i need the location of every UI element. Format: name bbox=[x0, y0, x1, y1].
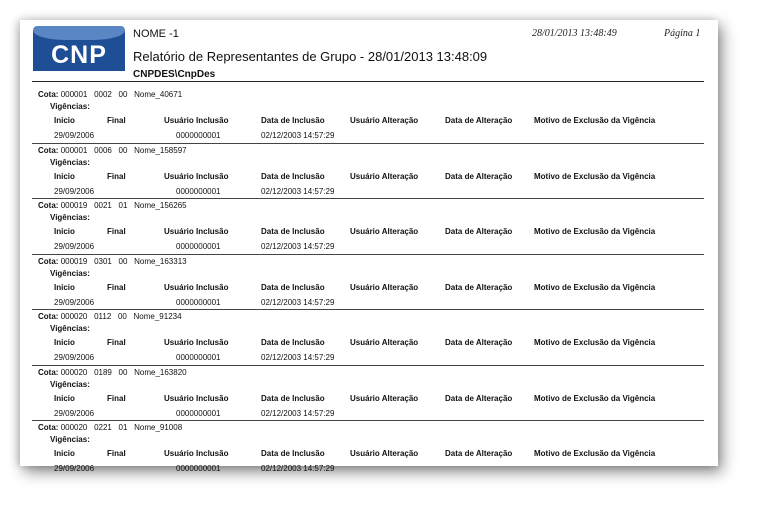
col-final: Final bbox=[107, 171, 126, 181]
inicio-value: 29/09/2006 bbox=[54, 464, 95, 473]
col-usuario-alteracao: Usuário Alteração bbox=[350, 116, 419, 125]
seq-value: 01 bbox=[118, 423, 128, 432]
inicio-value: 29/09/2006 bbox=[54, 242, 95, 251]
print-datetime: 28/01/2013 13:48:49 bbox=[532, 28, 617, 39]
report-path: CNPDES\CnpDes bbox=[133, 69, 216, 80]
data-inclusao-value: 02/12/2003 14:57:29 bbox=[261, 464, 335, 473]
col-data-alteracao: Data de Alteração bbox=[445, 171, 513, 181]
seq-value: 00 bbox=[118, 90, 128, 99]
vigencias-label: Vigências: bbox=[50, 268, 90, 278]
cota-line bbox=[38, 257, 187, 266]
usuario-inclusao-value: 0000000001 bbox=[176, 408, 221, 418]
cota-label: Cota: bbox=[38, 423, 59, 432]
data-inclusao-value: 02/12/2003 14:57:29 bbox=[261, 186, 335, 196]
col-usuario-inclusao: Usuário Inclusão bbox=[164, 171, 229, 181]
logo-text: CNP bbox=[51, 41, 107, 69]
col-usuario-inclusao: Usuário Inclusão bbox=[164, 227, 229, 236]
col-usuario-alteracao: Usuário Alteração bbox=[350, 171, 419, 181]
col-data-inclusao: Data de Inclusão bbox=[261, 282, 325, 292]
cota-value: 0002 bbox=[94, 90, 112, 99]
vigencias-label: Vigências: bbox=[50, 157, 90, 167]
col-inicio: Inicio bbox=[54, 116, 75, 125]
col-usuario-inclusao: Usuário Inclusão bbox=[164, 449, 229, 458]
record-block bbox=[32, 199, 704, 255]
grupo-value: 000020 bbox=[60, 367, 88, 377]
grupo-value: 000020 bbox=[60, 423, 88, 432]
nome-value: Nome_40671 bbox=[134, 90, 183, 99]
seq-value: 00 bbox=[117, 312, 127, 321]
col-usuario-alteracao: Usuário Alteração bbox=[350, 449, 419, 458]
col-data-inclusao: Data de Inclusão bbox=[261, 449, 325, 458]
grupo-value: 000019 bbox=[60, 201, 88, 210]
record-block bbox=[32, 255, 704, 311]
col-data-inclusao: Data de Inclusão bbox=[261, 227, 325, 236]
cota-label: Cota: bbox=[38, 90, 59, 99]
report-page bbox=[20, 20, 718, 473]
col-usuario-alteracao: Usuário Alteração bbox=[350, 282, 419, 292]
col-data-inclusao: Data de Inclusão bbox=[261, 338, 325, 347]
data-inclusao-value: 02/12/2003 14:57:29 bbox=[261, 353, 335, 362]
col-data-alteracao: Data de Alteração bbox=[445, 282, 513, 292]
col-motivo-exclusao: Motivo de Exclusão da Vigência bbox=[534, 393, 656, 403]
inicio-value: 29/09/2006 bbox=[54, 131, 95, 140]
cota-value: 0221 bbox=[94, 423, 112, 432]
seq-value: 00 bbox=[118, 145, 128, 155]
col-inicio: Inicio bbox=[54, 449, 75, 458]
col-motivo-exclusao: Motivo de Exclusão da Vigência bbox=[534, 449, 656, 458]
data-inclusao-value: 02/12/2003 14:57:29 bbox=[261, 297, 335, 307]
cota-value: 0301 bbox=[94, 256, 112, 266]
vigencias-label: Vigências: bbox=[50, 102, 90, 111]
col-inicio: Inicio bbox=[54, 171, 75, 181]
col-usuario-alteracao: Usuário Alteração bbox=[350, 338, 419, 347]
col-final: Final bbox=[107, 338, 126, 347]
cota-label: Cota: bbox=[38, 201, 59, 210]
col-inicio: Inicio bbox=[54, 282, 75, 292]
col-final: Final bbox=[107, 393, 126, 403]
cnp-logo bbox=[33, 26, 125, 71]
col-data-alteracao: Data de Alteração bbox=[445, 227, 513, 236]
cota-label: Cota: bbox=[38, 256, 59, 266]
inicio-value: 29/09/2006 bbox=[54, 297, 95, 307]
record-block bbox=[32, 310, 704, 366]
nome-value: Nome_91008 bbox=[134, 423, 183, 432]
col-inicio: Inicio bbox=[54, 227, 75, 236]
logo-swoosh-icon bbox=[33, 26, 125, 40]
col-data-alteracao: Data de Alteração bbox=[445, 338, 513, 347]
nome-value: Nome_163820 bbox=[134, 367, 187, 377]
data-inclusao-value: 02/12/2003 14:57:29 bbox=[261, 242, 335, 251]
col-final: Final bbox=[107, 282, 126, 292]
page-number: Página 1 bbox=[664, 28, 701, 39]
cota-value: 0006 bbox=[94, 145, 112, 155]
nome-value: Nome_158597 bbox=[134, 145, 187, 155]
record-block bbox=[32, 88, 704, 144]
nome-value: Nome_91234 bbox=[133, 312, 182, 321]
col-final: Final bbox=[107, 227, 126, 236]
cota-line bbox=[38, 90, 182, 99]
col-inicio: Inicio bbox=[54, 338, 75, 347]
nome-value: Nome_163313 bbox=[134, 256, 187, 266]
col-data-inclusao: Data de Inclusão bbox=[261, 116, 325, 125]
seq-value: 00 bbox=[118, 256, 128, 266]
cota-line bbox=[38, 312, 182, 321]
report-name: NOME -1 bbox=[133, 28, 179, 40]
vigencias-label: Vigências: bbox=[50, 213, 90, 222]
seq-value: 01 bbox=[118, 201, 128, 210]
record-block bbox=[32, 144, 704, 200]
col-motivo-exclusao: Motivo de Exclusão da Vigência bbox=[534, 116, 656, 125]
usuario-inclusao-value: 0000000001 bbox=[176, 242, 221, 251]
col-usuario-inclusao: Usuário Inclusão bbox=[164, 282, 229, 292]
col-usuario-inclusao: Usuário Inclusão bbox=[164, 116, 229, 125]
usuario-inclusao-value: 0000000001 bbox=[176, 464, 221, 473]
col-final: Final bbox=[107, 449, 126, 458]
cota-label: Cota: bbox=[38, 145, 59, 155]
grupo-value: 000001 bbox=[60, 90, 88, 99]
col-motivo-exclusao: Motivo de Exclusão da Vigência bbox=[534, 338, 656, 347]
col-inicio: Inicio bbox=[54, 393, 75, 403]
col-data-alteracao: Data de Alteração bbox=[445, 449, 513, 458]
inicio-value: 29/09/2006 bbox=[54, 408, 95, 418]
seq-value: 00 bbox=[118, 367, 128, 377]
col-usuario-alteracao: Usuário Alteração bbox=[350, 393, 419, 403]
grupo-value: 000019 bbox=[60, 256, 88, 266]
vigencias-label: Vigências: bbox=[50, 324, 90, 333]
col-usuario-inclusao: Usuário Inclusão bbox=[164, 338, 229, 347]
col-motivo-exclusao: Motivo de Exclusão da Vigência bbox=[534, 282, 656, 292]
cota-value: 0112 bbox=[94, 312, 112, 321]
cota-value: 0189 bbox=[94, 367, 112, 377]
cota-line bbox=[38, 201, 187, 210]
col-motivo-exclusao: Motivo de Exclusão da Vigência bbox=[534, 171, 656, 181]
vigencias-label: Vigências: bbox=[50, 435, 90, 444]
col-data-alteracao: Data de Alteração bbox=[445, 393, 513, 403]
cota-line bbox=[38, 146, 187, 155]
grupo-value: 000001 bbox=[60, 145, 88, 155]
usuario-inclusao-value: 0000000001 bbox=[176, 131, 221, 140]
col-data-alteracao: Data de Alteração bbox=[445, 116, 513, 125]
col-motivo-exclusao: Motivo de Exclusão da Vigência bbox=[534, 227, 656, 236]
cota-label: Cota: bbox=[38, 367, 59, 377]
cota-value: 0021 bbox=[94, 201, 112, 210]
record-block bbox=[32, 421, 704, 476]
usuario-inclusao-value: 0000000001 bbox=[176, 186, 221, 196]
col-final: Final bbox=[107, 116, 126, 125]
inicio-value: 29/09/2006 bbox=[54, 186, 95, 196]
data-inclusao-value: 02/12/2003 14:57:29 bbox=[261, 131, 335, 140]
col-data-inclusao: Data de Inclusão bbox=[261, 171, 325, 181]
cota-label: Cota: bbox=[38, 312, 59, 321]
report-title: Relatório de Representantes de Grupo - 28/01/2013 13:48:09 bbox=[133, 49, 488, 64]
header-divider bbox=[32, 81, 704, 82]
records-list bbox=[20, 88, 718, 476]
grupo-value: 000020 bbox=[60, 312, 88, 321]
cota-line bbox=[38, 368, 187, 377]
data-inclusao-value: 02/12/2003 14:57:29 bbox=[261, 408, 335, 418]
cota-line bbox=[38, 423, 182, 432]
vigencias-label: Vigências: bbox=[50, 379, 90, 389]
usuario-inclusao-value: 0000000001 bbox=[176, 297, 221, 307]
record-block bbox=[32, 366, 704, 422]
nome-value: Nome_156265 bbox=[134, 201, 187, 210]
inicio-value: 29/09/2006 bbox=[54, 353, 95, 362]
col-data-inclusao: Data de Inclusão bbox=[261, 393, 325, 403]
usuario-inclusao-value: 0000000001 bbox=[176, 353, 221, 362]
col-usuario-alteracao: Usuário Alteração bbox=[350, 227, 419, 236]
col-usuario-inclusao: Usuário Inclusão bbox=[164, 393, 229, 403]
